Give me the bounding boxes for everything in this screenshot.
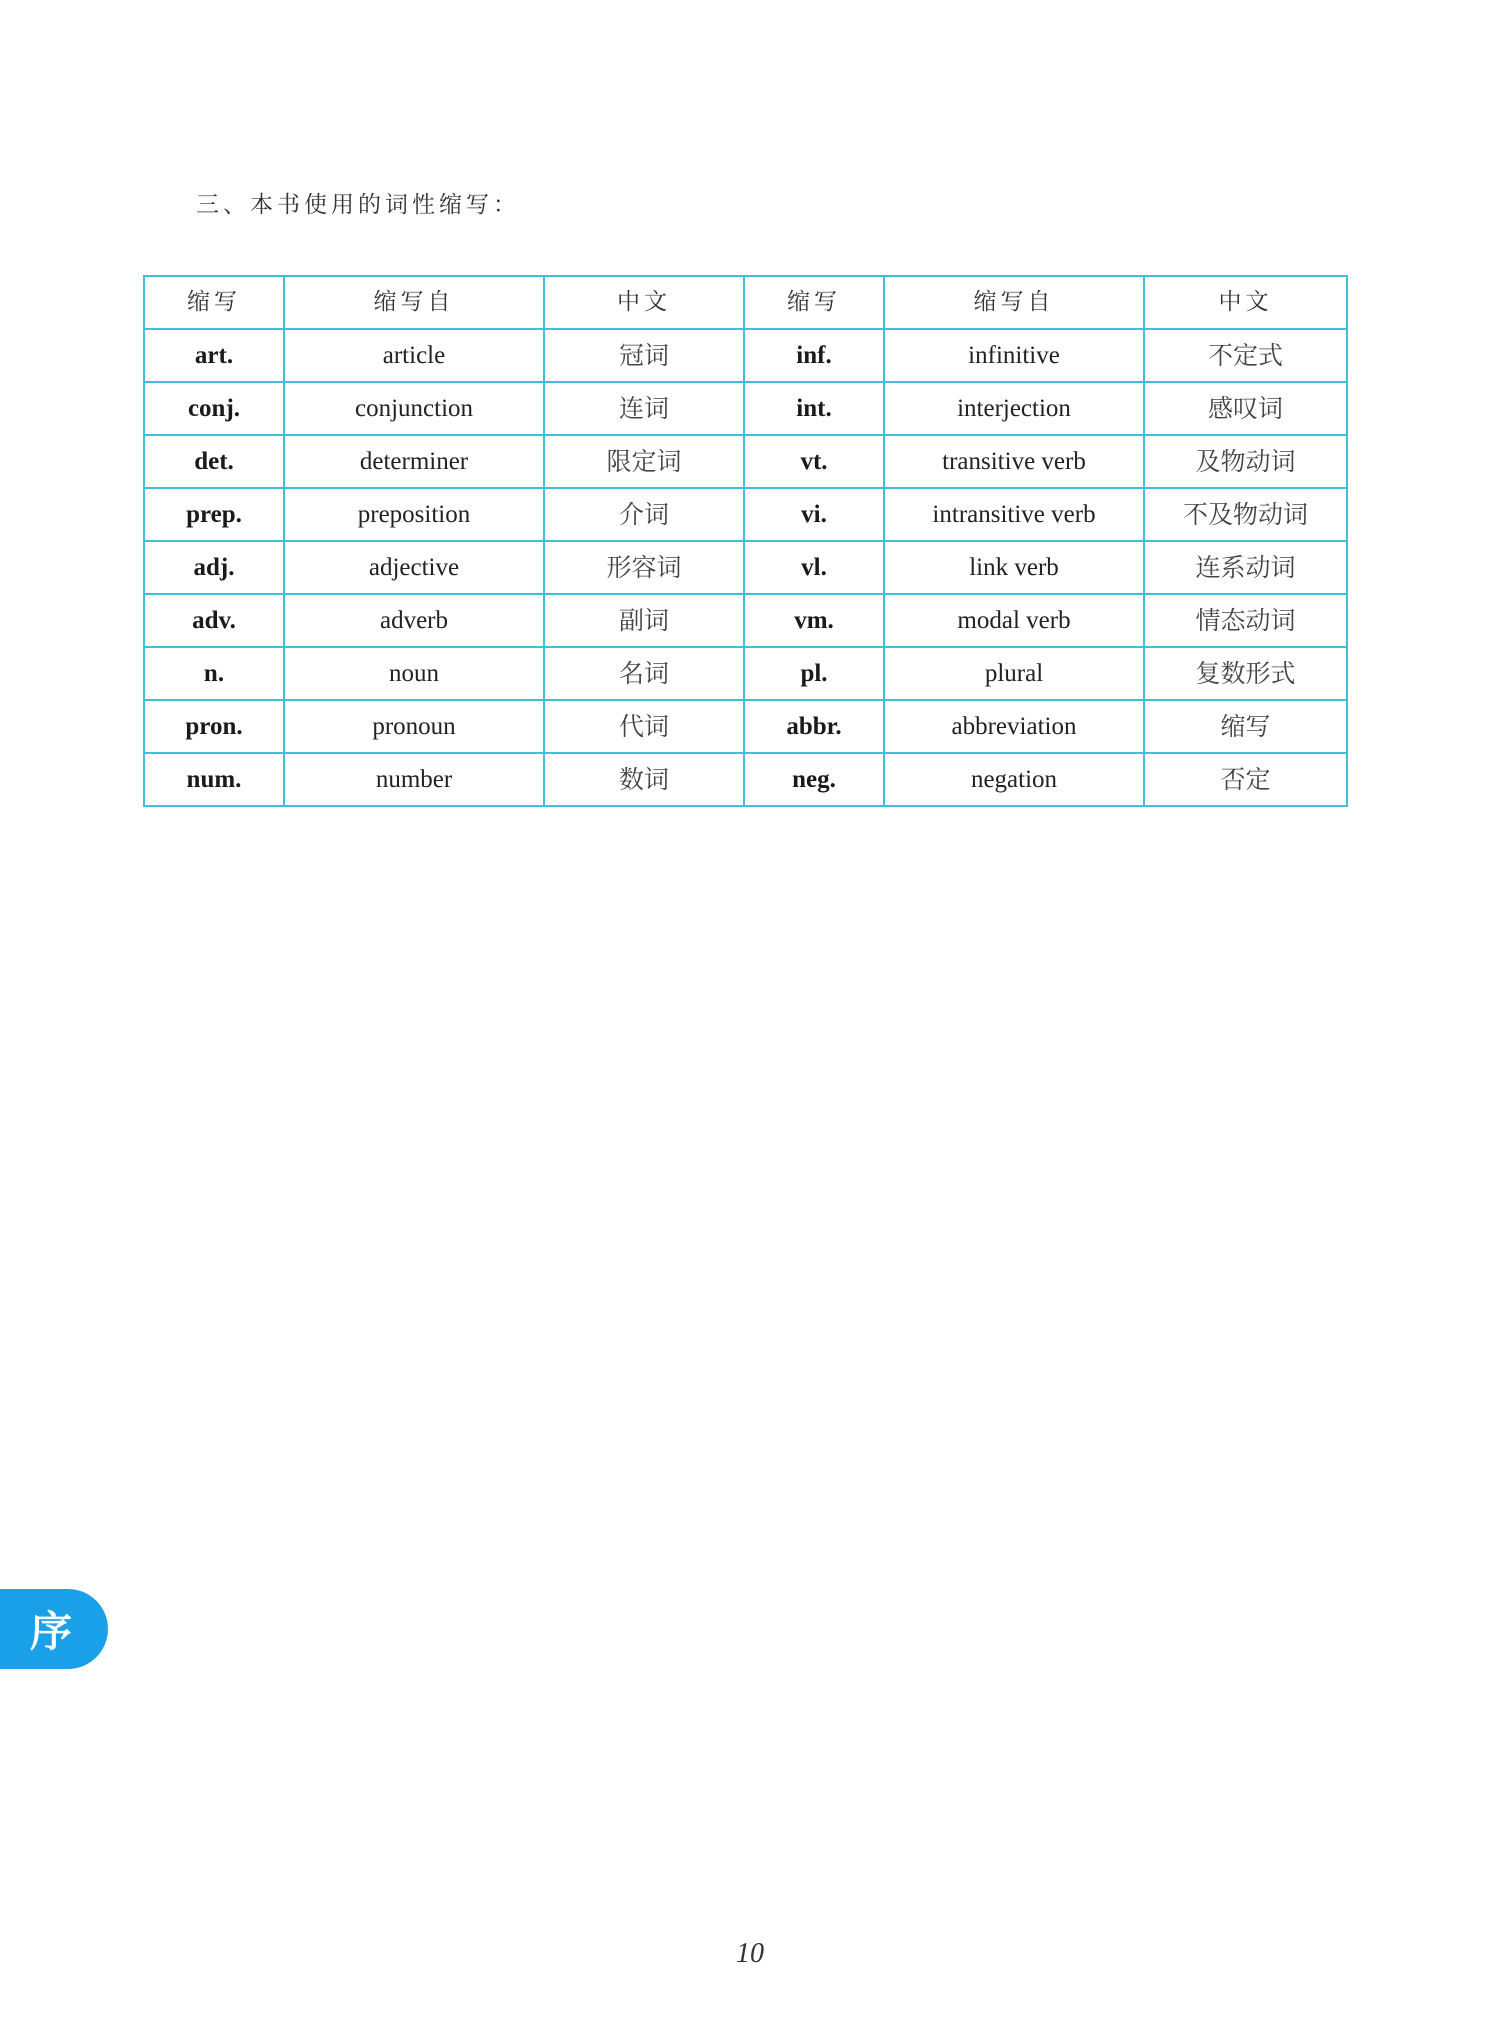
chinese-cell: 缩写 bbox=[1144, 700, 1347, 753]
full-form-cell: interjection bbox=[884, 382, 1144, 435]
abbr-cell: pl. bbox=[744, 647, 884, 700]
full-form-cell: transitive verb bbox=[884, 435, 1144, 488]
full-form-cell: conjunction bbox=[284, 382, 544, 435]
abbr-cell: neg. bbox=[744, 753, 884, 806]
chinese-cell: 不定式 bbox=[1144, 329, 1347, 382]
abbr-cell: conj. bbox=[144, 382, 284, 435]
table-row bbox=[144, 488, 1347, 541]
chinese-cell: 连词 bbox=[544, 382, 744, 435]
abbr-cell: adj. bbox=[144, 541, 284, 594]
section-heading: 三、本书使用的词性缩写： bbox=[196, 192, 520, 218]
chinese-cell: 数词 bbox=[544, 753, 744, 806]
chinese-cell: 副词 bbox=[544, 594, 744, 647]
full-form-cell: negation bbox=[884, 753, 1144, 806]
table-row bbox=[144, 435, 1347, 488]
chinese-cell: 名词 bbox=[544, 647, 744, 700]
chinese-cell: 代词 bbox=[544, 700, 744, 753]
full-form-cell: adverb bbox=[284, 594, 544, 647]
full-form-cell: abbreviation bbox=[884, 700, 1144, 753]
chinese-cell: 否定 bbox=[1144, 753, 1347, 806]
table-header-row bbox=[144, 276, 1347, 329]
chinese-cell: 限定词 bbox=[544, 435, 744, 488]
chinese-cell: 情态动词 bbox=[1144, 594, 1347, 647]
abbr-cell: inf. bbox=[744, 329, 884, 382]
chinese-cell: 复数形式 bbox=[1144, 647, 1347, 700]
full-form-cell: modal verb bbox=[884, 594, 1144, 647]
header-full-form: 缩写自 bbox=[884, 276, 1144, 329]
chinese-cell: 介词 bbox=[544, 488, 744, 541]
abbr-cell: vi. bbox=[744, 488, 884, 541]
abbr-cell: vl. bbox=[744, 541, 884, 594]
side-tab-preface bbox=[0, 1589, 108, 1669]
chinese-cell: 冠词 bbox=[544, 329, 744, 382]
header-chinese: 中文 bbox=[1144, 276, 1347, 329]
chinese-cell: 及物动词 bbox=[1144, 435, 1347, 488]
full-form-cell: pronoun bbox=[284, 700, 544, 753]
abbr-cell: adv. bbox=[144, 594, 284, 647]
abbr-cell: n. bbox=[144, 647, 284, 700]
header-abbreviation: 缩写 bbox=[744, 276, 884, 329]
abbr-cell: pron. bbox=[144, 700, 284, 753]
table-row bbox=[144, 541, 1347, 594]
full-form-cell: number bbox=[284, 753, 544, 806]
chinese-cell: 不及物动词 bbox=[1144, 488, 1347, 541]
table-row bbox=[144, 594, 1347, 647]
table-row bbox=[144, 700, 1347, 753]
table-row bbox=[144, 382, 1347, 435]
abbr-cell: num. bbox=[144, 753, 284, 806]
table-row bbox=[144, 329, 1347, 382]
table-row bbox=[144, 647, 1347, 700]
header-full-form: 缩写自 bbox=[284, 276, 544, 329]
abbr-cell: det. bbox=[144, 435, 284, 488]
full-form-cell: preposition bbox=[284, 488, 544, 541]
abbr-cell: abbr. bbox=[744, 700, 884, 753]
full-form-cell: plural bbox=[884, 647, 1144, 700]
abbr-cell: art. bbox=[144, 329, 284, 382]
chinese-cell: 感叹词 bbox=[1144, 382, 1347, 435]
abbreviation-table bbox=[143, 275, 1348, 807]
full-form-cell: link verb bbox=[884, 541, 1144, 594]
abbr-cell: int. bbox=[744, 382, 884, 435]
chinese-cell: 连系动词 bbox=[1144, 541, 1347, 594]
full-form-cell: adjective bbox=[284, 541, 544, 594]
abbr-cell: vt. bbox=[744, 435, 884, 488]
table-row bbox=[144, 753, 1347, 806]
full-form-cell: determiner bbox=[284, 435, 544, 488]
full-form-cell: infinitive bbox=[884, 329, 1144, 382]
full-form-cell: noun bbox=[284, 647, 544, 700]
abbr-cell: prep. bbox=[144, 488, 284, 541]
full-form-cell: article bbox=[284, 329, 544, 382]
side-tab-label: 序 bbox=[30, 1607, 73, 1656]
header-abbreviation: 缩写 bbox=[144, 276, 284, 329]
header-chinese: 中文 bbox=[544, 276, 744, 329]
full-form-cell: intransitive verb bbox=[884, 488, 1144, 541]
abbr-cell: vm. bbox=[744, 594, 884, 647]
page-number: 10 bbox=[736, 1938, 764, 1969]
chinese-cell: 形容词 bbox=[544, 541, 744, 594]
